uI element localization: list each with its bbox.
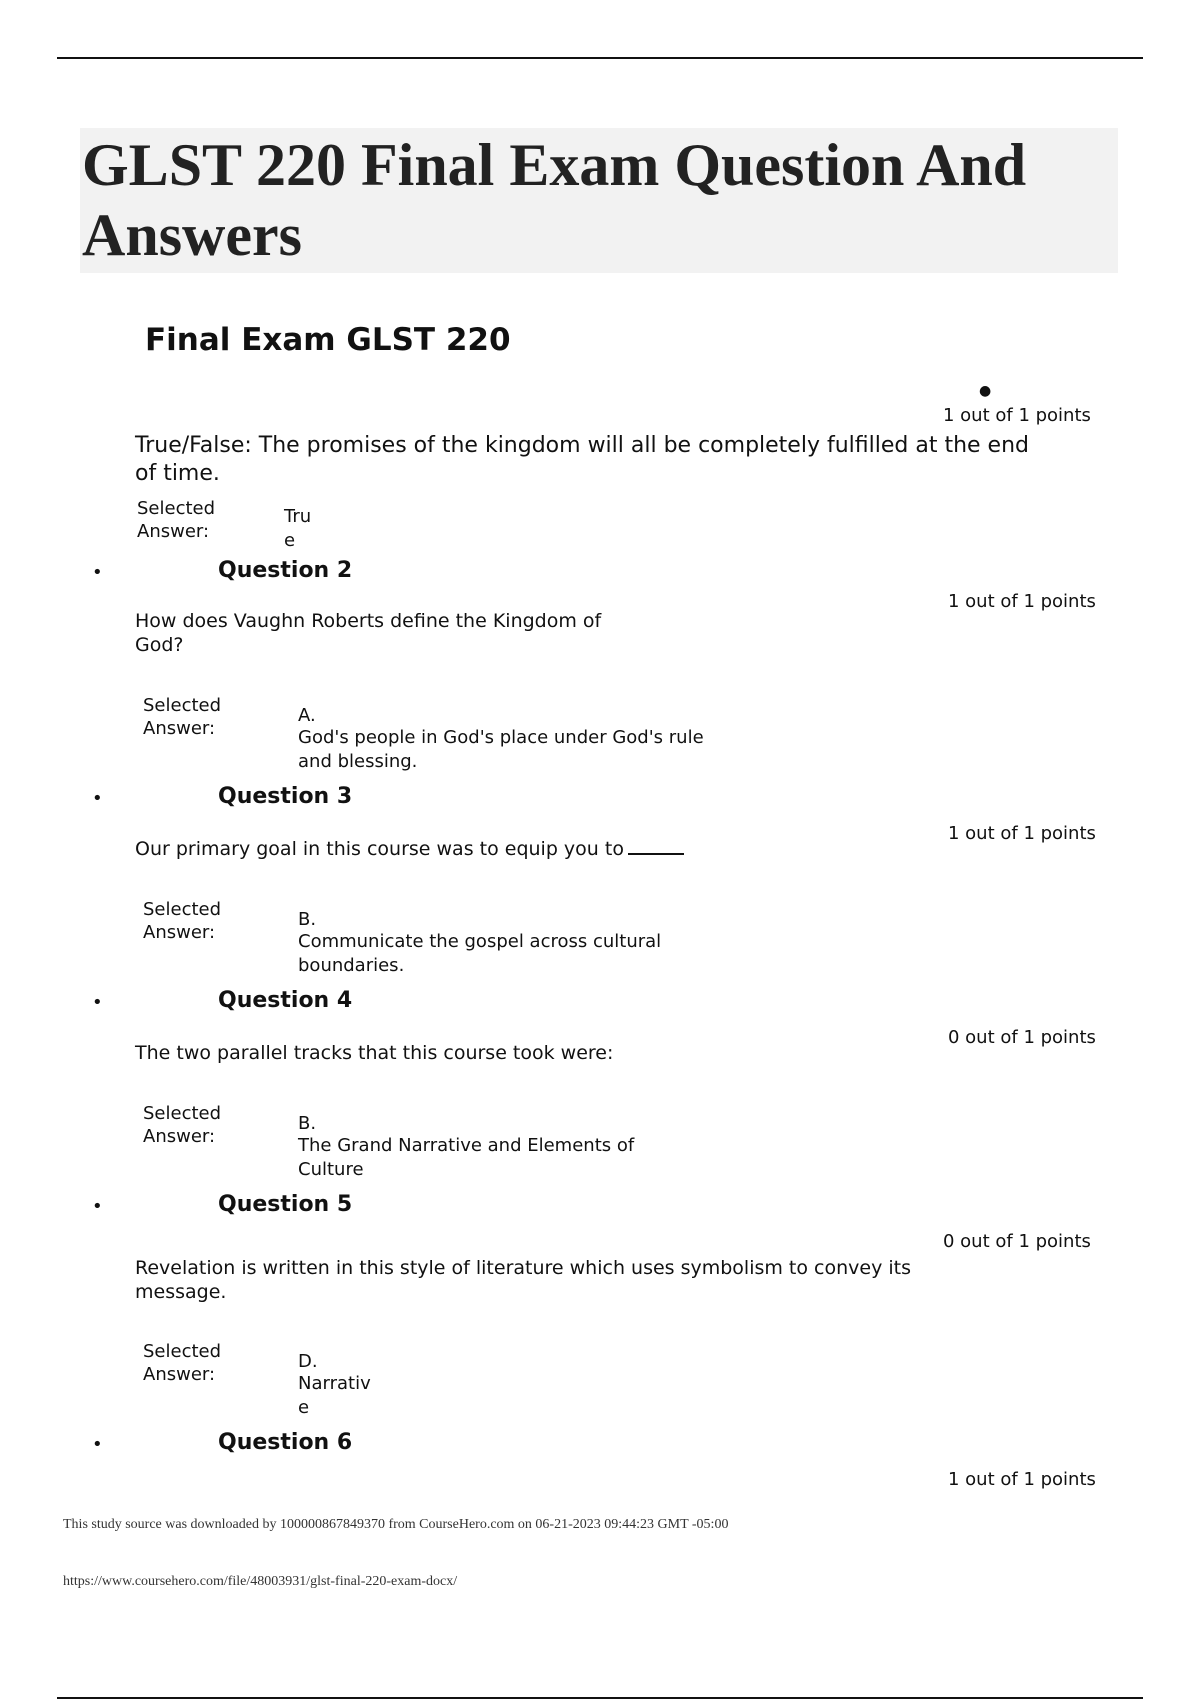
question-5-text: Revelation is written in this style of literature which uses symbolism to convey its message. [135,1257,912,1303]
question-2-selected-answer: God's people in God's place under God's rule and blessing. [298,727,704,772]
source-url[interactable]: https://www.coursehero.com/file/48003931/glst-final-220-exam-docx/ [63,1574,458,1589]
question-5-selected-label: Selected Answer: [143,1341,222,1385]
question-2-heading: Question 2 [218,558,353,583]
question-3-text [135,837,684,861]
question-1-text: True/False: The promises of the kingdom will all be completely fulfilled at the end of time. [135,433,1029,486]
download-notice: This study source was downloaded by 100000867849370 from CourseHero.com on 06-21-2023 09:44:23 GMT -05:00 [63,1517,729,1532]
bullet-icon: • [92,562,103,583]
question-1-points: 1 out of 1 points [943,405,1091,426]
question-5-selected-answer: Narrativ e [298,1373,371,1418]
question-6-heading: Question 6 [218,1430,353,1455]
top-rule [57,57,1143,59]
bullet-icon: ● [979,383,992,399]
question-5-points: 0 out of 1 points [943,1231,1091,1252]
question-2-selected-letter: A. [298,705,316,726]
question-5-heading: Question 5 [218,1192,353,1217]
question-4-selected-label: Selected Answer: [143,1103,222,1147]
question-3-points: 1 out of 1 points [948,823,1096,844]
question-1-selected-answer: Tru e [284,506,312,551]
question-4-selected-letter: B. [298,1113,317,1134]
bottom-rule [57,1697,1143,1699]
question-2-text: How does Vaughn Roberts define the Kingdom of God? [135,610,602,656]
answer-blank [628,837,684,855]
bullet-icon: • [92,788,103,809]
document-title: GLST 220 Final Exam Question And Answers [82,132,1027,268]
question-4-heading: Question 4 [218,988,353,1013]
question-4-selected-answer: The Grand Narrative and Elements of Culture [298,1135,635,1180]
exam-subtitle: Final Exam GLST 220 [145,322,511,358]
question-1-selected-label: Selected Answer: [137,498,216,542]
question-3-selected-letter: B. [298,909,317,930]
bullet-icon: • [92,1196,103,1217]
question-5-selected-letter: D. [298,1351,318,1372]
question-6-points: 1 out of 1 points [948,1469,1096,1490]
question-2-selected-label: Selected Answer: [143,695,222,739]
question-3-text-content: Our primary goal in this course was to equip you to [135,838,624,860]
question-4-text: The two parallel tracks that this course took were: [135,1042,614,1064]
question-3-selected-label: Selected Answer: [143,899,222,943]
question-4-points: 0 out of 1 points [948,1027,1096,1048]
question-3-selected-answer: Communicate the gospel across cultural boundaries. [298,931,662,976]
bullet-icon: • [92,992,103,1013]
bullet-icon: • [92,1434,103,1455]
question-2-points: 1 out of 1 points [948,591,1096,612]
question-3-heading: Question 3 [218,784,353,809]
